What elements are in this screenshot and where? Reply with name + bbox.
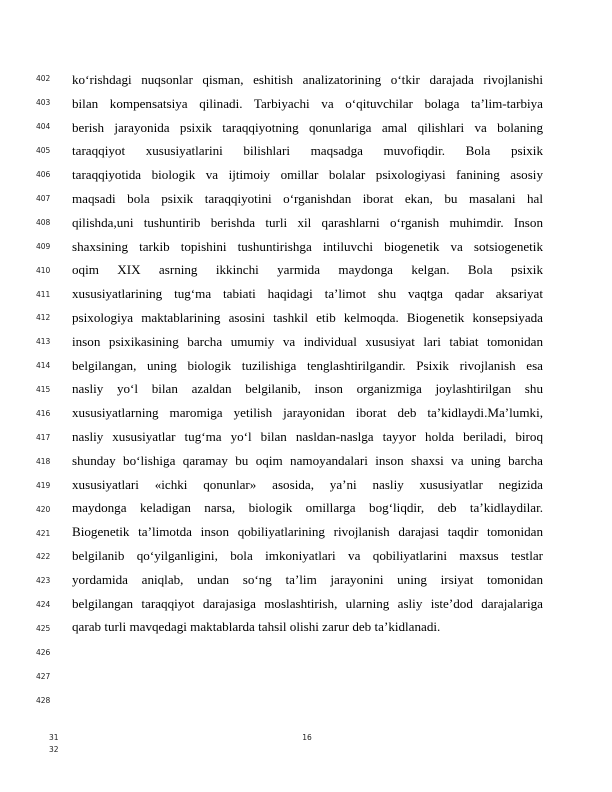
line-number: 405 [36, 146, 51, 155]
text-line: taraqqiyotida biologik va ijtimoiy omillar bolalar psixologiyasi fanining asosiy [72, 167, 543, 183]
line-number: 421 [36, 529, 51, 538]
body-paragraph [72, 68, 543, 639]
text-line: qarab turli mavqedagi maktablarda tahsil olishi zarur deb ta’kidlanadi. [72, 619, 441, 635]
text-line: maqsadi bola psixik taraqqiyotini o‘rganishdan iborat ekan, bu masalani hal [72, 190, 543, 206]
line-number: 406 [36, 170, 51, 179]
line-number: 418 [36, 457, 51, 466]
footer-line-number: 31 [49, 733, 59, 742]
line-number: 419 [36, 481, 51, 490]
line-number: 412 [36, 313, 51, 322]
text-line: taraqqiyot xususiyatlarini bilishlari maqsadga muvofiqdir. Bola psixik [72, 143, 543, 159]
text-line: belgilanib qo‘yilganligini, bola imkoniyatlari va qobiliyatlarini maxsus testlar [72, 547, 543, 563]
line-number: 409 [36, 242, 51, 251]
line-number: 404 [36, 122, 51, 131]
line-number: 426 [36, 648, 51, 657]
line-number: 427 [36, 672, 51, 681]
text-line: xususiyatlarning maromiga yetilish jarayonidan iborat deb ta’kidlaydi.Ma’lumki, [72, 405, 543, 421]
line-number: 411 [36, 290, 51, 299]
line-number: 424 [36, 600, 51, 609]
line-number: 408 [36, 218, 51, 227]
text-line: qilishda,uni tushuntirib berishda turli xil qarashlarni o‘rganish muhimdir. Inson [72, 214, 543, 230]
footer-line-number: 32 [49, 745, 59, 754]
line-number: 422 [36, 552, 51, 561]
text-line: shunday bo‘lishiga qaramay bu oqim namoyandalari inson shaxsi va uning barcha [72, 452, 543, 468]
text-line: belgilangan taraqqiyot darajasiga moslashtirish, ularning asliy iste’dod darajalariga [72, 595, 543, 611]
line-number: 417 [36, 433, 51, 442]
line-number: 403 [36, 98, 51, 107]
page-number: 16 [302, 733, 312, 742]
line-number: 402 [36, 74, 51, 83]
text-line: inson psixikasining barcha umumiy va individual xususiyat lari tabiat tomonidan [72, 333, 543, 349]
text-line: xususiyatlari «ichki qonunlar» asosida, ya’ni nasliy xususiyatlar negizida [72, 476, 543, 492]
line-number: 416 [36, 409, 51, 418]
line-number: 425 [36, 624, 51, 633]
text-line: nasliy xususiyatlar tug‘ma yo‘l bilan nasldan-naslga tayyor holda beriladi, biroq [72, 428, 543, 444]
line-number: 415 [36, 385, 51, 394]
line-number: 410 [36, 266, 51, 275]
text-line: psixologiya maktablarining asosini tashkil etib kelmoqda. Biogenetik konsepsiyada [72, 309, 543, 325]
text-line: maydonga keladigan narsa, biologik omillarga bog‘liqdir, deb ta’kidlaydilar. [72, 500, 543, 516]
text-line: oqim XIX asrning ikkinchi yarmida maydonga kelgan. Bola psixik [72, 262, 543, 278]
text-line: belgilangan, uning biologik tuzilishiga tenglashtirilgandir. Psixik rivojlanish esa [72, 357, 543, 373]
line-number: 407 [36, 194, 51, 203]
line-number: 428 [36, 696, 51, 705]
text-line: bilan kompensatsiya qilinadi. Tarbiyachi va o‘qituvchilar bolaga ta’lim-tarbiya [72, 95, 543, 111]
text-line: berish jarayonida psixik taraqqiyotning qonunlariga amal qilishlari va bolaning [72, 119, 543, 135]
line-number: 420 [36, 505, 51, 514]
text-line: ko‘rishdagi nuqsonlar qisman, eshitish analizatorining o‘tkir darajada rivojlanishi [72, 72, 543, 87]
text-line: Biogenetik ta’limotda inson qobiliyatlarining rivojlanish darajasi taqdir tomonidan [72, 524, 543, 540]
text-line: nasliy yo‘l bilan azaldan belgilanib, inson organizmiga joylashtirilgan shu [72, 381, 543, 397]
text-line: shaxsining tarkib topishini tushuntirishga intiluvchi biogenetik va sotsiogenetik [72, 238, 543, 254]
text-line: yordamida aniqlab, undan so‘ng ta’lim jarayonini uning irsiyat tomonidan [72, 571, 543, 587]
line-number: 414 [36, 361, 51, 370]
line-number: 413 [36, 337, 51, 346]
line-number: 423 [36, 576, 51, 585]
text-line: xususiyatlarining tug‘ma tabiati haqidagi ta’limot shu vaqtga qadar aksariyat [72, 286, 543, 302]
